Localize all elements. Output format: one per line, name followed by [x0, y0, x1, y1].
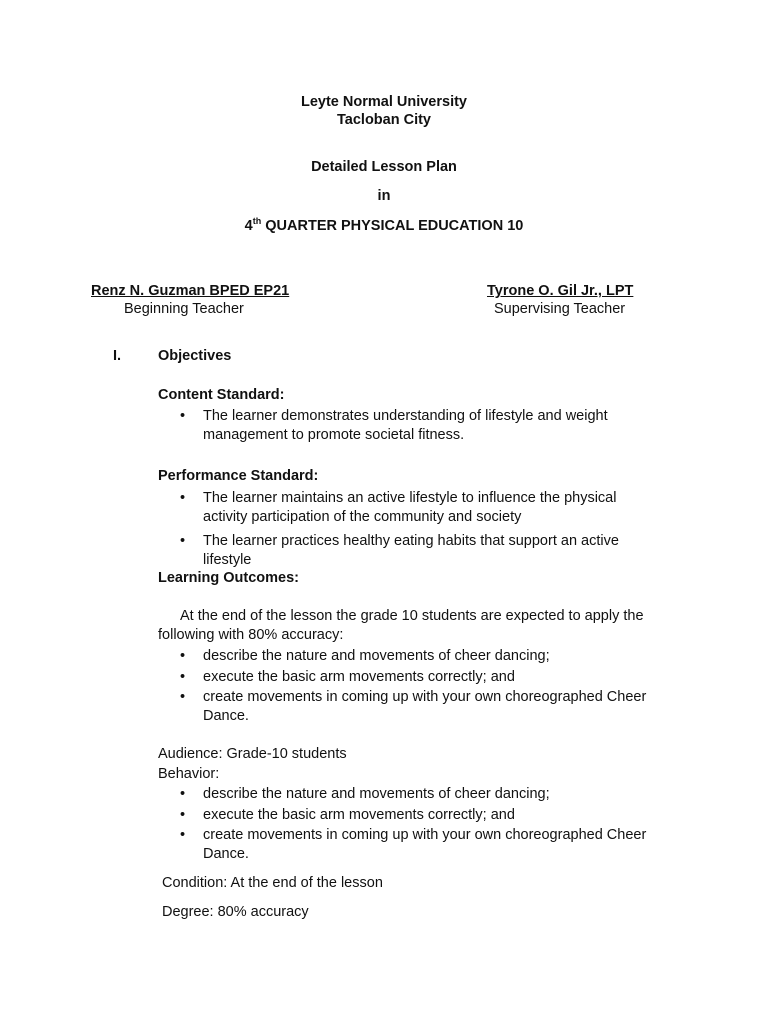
bullet-glyph: •: [180, 689, 186, 705]
subject-name: QUARTER PHYSICAL EDUCATION 10: [261, 218, 524, 234]
section-numeral: I.: [113, 348, 122, 364]
behavior-label: Behavior:: [158, 766, 220, 782]
list-item: [180, 806, 680, 825]
beginning-teacher-role: Beginning Teacher: [124, 301, 244, 317]
university-name: Leyte Normal University: [300, 94, 467, 110]
list-item-text: create movements in coming up with your own choreographed Cheer Dance.: [203, 689, 647, 724]
bullet-glyph: •: [180, 490, 186, 506]
learning-outcomes-heading: Learning Outcomes:: [158, 570, 299, 586]
section-heading: Objectives: [158, 348, 232, 364]
supervising-teacher-role: Supervising Teacher: [494, 301, 626, 317]
list-item-text: describe the nature and movements of cheer dancing;: [203, 786, 550, 802]
quarter-number: 4: [244, 218, 253, 234]
bullet-glyph: •: [180, 786, 186, 802]
beginning-teacher-name: Renz N. Guzman BPED EP21: [91, 283, 290, 299]
audience-line: Audience: Grade-10 students: [158, 746, 347, 762]
list-item-text: execute the basic arm movements correctly; and: [203, 669, 515, 685]
list-item-text: create movements in coming up with your own choreographed Cheer Dance.: [203, 827, 647, 862]
learning-outcomes-intro-line2: following with 80% accuracy:: [158, 627, 344, 643]
bullet-glyph: •: [180, 648, 186, 664]
list-item-text: The learner demonstrates understanding of lifestyle and weight management to promote societal fitness.: [203, 408, 608, 443]
degree-line: Degree: 80% accuracy: [162, 904, 309, 920]
list-item-text: The learner practices healthy eating habits that support an active lifestyle: [203, 533, 619, 568]
subject-title: [0, 218, 768, 234]
bullet-glyph: •: [180, 827, 186, 843]
list-item: [180, 407, 680, 445]
bullet-glyph: •: [180, 669, 186, 685]
list-item: [180, 688, 670, 726]
supervising-teacher-name: Tyrone O. Gil Jr., LPT: [487, 283, 634, 299]
city-name: Tacloban City: [337, 112, 431, 128]
list-item-text: execute the basic arm movements correctly; and: [203, 807, 515, 823]
list-item-text: describe the nature and movements of cheer dancing;: [203, 648, 550, 664]
performance-standard-heading: Performance Standard:: [158, 468, 319, 484]
list-item: [180, 532, 650, 570]
bullet-glyph: •: [180, 533, 186, 549]
document-title: Detailed Lesson Plan: [311, 159, 457, 175]
learning-outcomes-intro-line1: At the end of the lesson the grade 10 students are expected to apply the: [180, 608, 644, 624]
title-connector: in: [377, 188, 391, 204]
bullet-glyph: •: [180, 807, 186, 823]
quarter-suffix: th: [252, 216, 262, 226]
list-item: [180, 489, 650, 527]
content-standard-heading: Content Standard:: [158, 387, 285, 403]
list-item: [180, 668, 680, 687]
list-item: [180, 785, 680, 804]
condition-line: Condition: At the end of the lesson: [162, 875, 383, 891]
bullet-glyph: •: [180, 408, 186, 424]
list-item: [180, 647, 680, 666]
list-item-text: The learner maintains an active lifestyle to influence the physical activity participation of the community and society: [203, 490, 617, 525]
list-item: [180, 826, 670, 864]
